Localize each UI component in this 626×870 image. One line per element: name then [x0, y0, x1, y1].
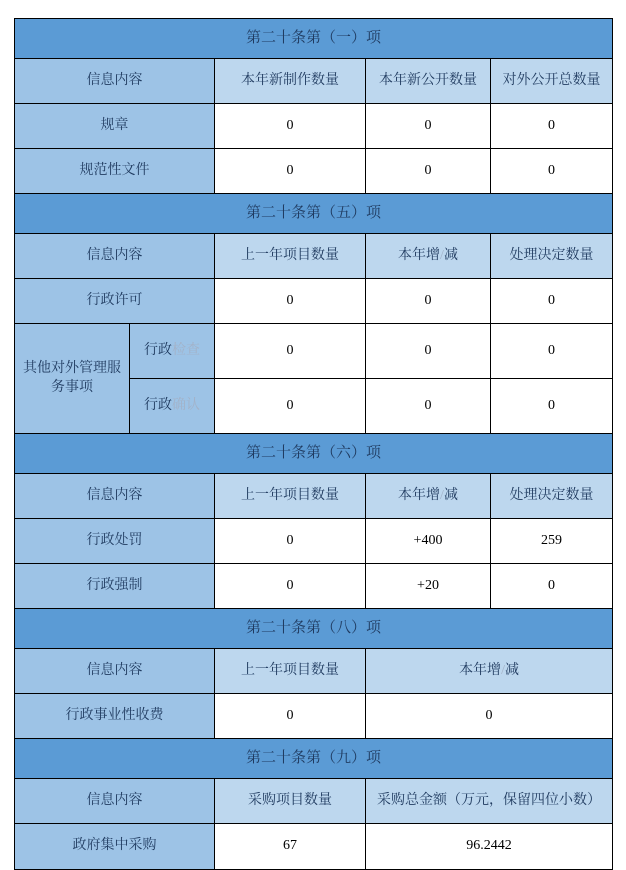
column-header-row [15, 779, 613, 824]
section-title: 第二十条第（一）项 [15, 19, 613, 59]
data-cell: 67 [215, 824, 366, 870]
column-header-year-change: 本年增/减 [366, 649, 613, 694]
data-cell: 0 [366, 379, 491, 434]
data-cell: 0 [366, 149, 491, 194]
section-article20-item9 [14, 738, 613, 870]
column-header-procurement-count: 采购项目数量 [215, 779, 366, 824]
column-header-row [15, 234, 613, 279]
data-cell: +20 [366, 564, 491, 609]
data-cell: 0 [215, 324, 366, 379]
table-row-administrative-licensing [15, 279, 613, 324]
data-cell: 96.2442 [366, 824, 613, 870]
data-cell: 0 [491, 149, 613, 194]
data-cell: 0 [366, 104, 491, 149]
column-header-new-disclosed: 本年新公开数量 [366, 59, 491, 104]
column-header-procurement-amount: 采购总金额（万元，保留四位小数） [366, 779, 613, 824]
column-header-total-disclosed: 对外公开总数量 [491, 59, 613, 104]
section-title: 第二十条第（五）项 [15, 194, 613, 234]
section-article20-item5 [14, 193, 613, 434]
column-header-row [15, 474, 613, 519]
section-article20-item1 [14, 18, 613, 194]
data-cell: 259 [491, 519, 613, 564]
row-label: 政府集中采购 [15, 824, 215, 870]
row-label: 规范性文件 [15, 149, 215, 194]
row-label: 行政许可 [15, 279, 215, 324]
section-title-row [15, 739, 613, 779]
section-title-row [15, 609, 613, 649]
section-title-row [15, 19, 613, 59]
table-row-administrative-penalty [15, 519, 613, 564]
row-label: 行政强制 [15, 564, 215, 609]
data-cell: 0 [491, 324, 613, 379]
table-row-administrative-fees [15, 694, 613, 739]
row-label: 行政处罚 [15, 519, 215, 564]
column-header-info-content: 信息内容 [15, 234, 215, 279]
data-cell: 0 [366, 694, 613, 739]
data-cell: 0 [215, 149, 366, 194]
data-cell: 0 [491, 104, 613, 149]
table-row-normative-documents [15, 149, 613, 194]
section-title: 第二十条第（九）项 [15, 739, 613, 779]
column-header-new-produced: 本年新制作数量 [215, 59, 366, 104]
data-cell: +400 [366, 519, 491, 564]
table-row-administrative-coercion [15, 564, 613, 609]
column-header-previous-year-count: 上一年项目数量 [215, 474, 366, 519]
section-article20-item6 [14, 433, 613, 609]
column-header-previous-year-count: 上一年项目数量 [215, 649, 366, 694]
column-header-info-content: 信息内容 [15, 649, 215, 694]
column-header-year-change: 本年增/减 [366, 474, 491, 519]
row-label: 行政确认 [130, 379, 215, 434]
data-cell: 0 [366, 279, 491, 324]
data-cell: 0 [215, 104, 366, 149]
table-row-centralized-procurement [15, 824, 613, 870]
section-title-row [15, 434, 613, 474]
column-header-decisions-count: 处理决定数量 [491, 474, 613, 519]
row-label: 规章 [15, 104, 215, 149]
data-cell: 0 [491, 279, 613, 324]
column-header-info-content: 信息内容 [15, 59, 215, 104]
group-row-label-other-services: 其他对外管理服务事项 [15, 324, 130, 434]
data-cell: 0 [366, 324, 491, 379]
section-title: 第二十条第（八）项 [15, 609, 613, 649]
data-cell: 0 [491, 564, 613, 609]
section-title-row [15, 194, 613, 234]
row-label: 行政检查 [130, 324, 215, 379]
data-cell: 0 [215, 694, 366, 739]
data-cell: 0 [491, 379, 613, 434]
data-cell: 0 [215, 279, 366, 324]
column-header-decisions-count: 处理决定数量 [491, 234, 613, 279]
column-header-info-content: 信息内容 [15, 474, 215, 519]
data-cell: 0 [215, 564, 366, 609]
table-row-regulations [15, 104, 613, 149]
column-header-year-change: 本年增/减 [366, 234, 491, 279]
column-header-row [15, 59, 613, 104]
column-header-row [15, 649, 613, 694]
section-title: 第二十条第（六）项 [15, 434, 613, 474]
disclosure-report-table [14, 18, 612, 870]
table-row-administrative-inspection [15, 324, 613, 379]
column-header-previous-year-count: 上一年项目数量 [215, 234, 366, 279]
row-label: 行政事业性收费 [15, 694, 215, 739]
section-article20-item8 [14, 608, 613, 739]
data-cell: 0 [215, 519, 366, 564]
column-header-info-content: 信息内容 [15, 779, 215, 824]
data-cell: 0 [215, 379, 366, 434]
